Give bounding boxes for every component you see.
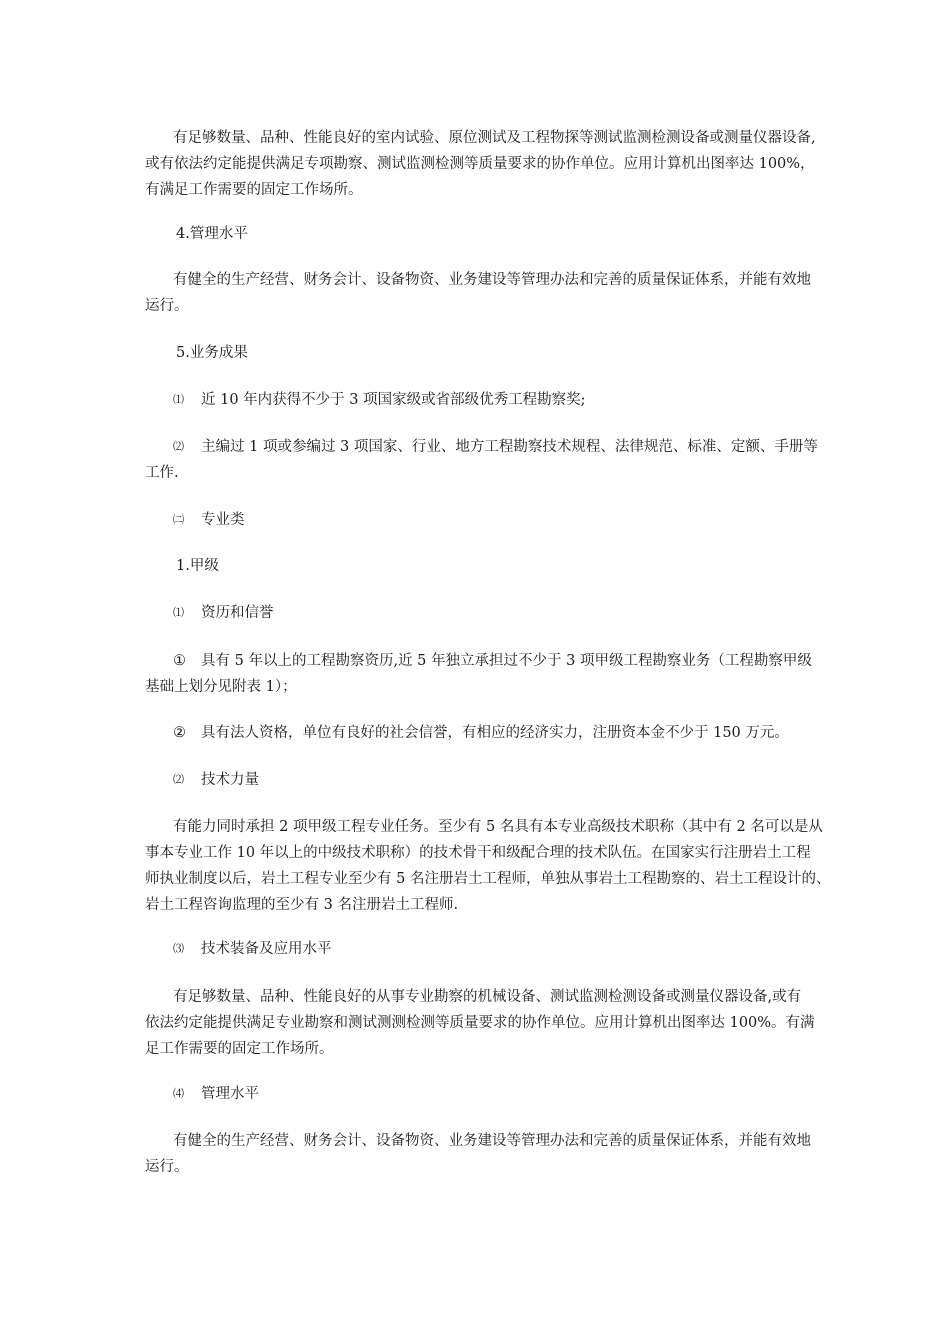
list-item-1 <box>145 387 815 413</box>
item-number: ⑴ <box>173 393 184 406</box>
item-number: ⑶ <box>173 942 184 955</box>
item-text: 具有法人资格，单位有良好的社会信誉，有相应的经济实力，注册资本金不少于 150 万元。 <box>201 725 789 741</box>
text-line: 有能力同时承担 2 项甲级工程专业任务。至少有 5 名具有本专业高级技术职称（其中有 2 名可以是从 <box>173 819 823 835</box>
paragraph-equipment-2 <box>145 984 815 1062</box>
subsection-qualifications <box>145 600 815 626</box>
item-continuation: 工作. <box>145 465 179 481</box>
text-line: 运行。 <box>145 298 189 314</box>
paragraph-management-1 <box>145 267 815 319</box>
item-text: 近 10 年内获得不少于 3 项国家级或省部级优秀工程勘察奖; <box>201 392 586 408</box>
paragraph-management-2 <box>145 1128 815 1180</box>
circled-number: ① <box>173 653 186 669</box>
text-line: 运行。 <box>145 1159 189 1175</box>
paragraph-equipment-1 <box>145 125 815 203</box>
item-number: ⑷ <box>173 1087 184 1100</box>
text-line: 有健全的生产经营、财务会计、设备物资、业务建设等管理办法和完善的质量保证体系，并能有效地 <box>173 1133 811 1149</box>
text-line: 事本专业工作 10 年以上的中级技术职称）的技术骨干和级配合理的技术队伍。在国家实行注册岩土工程 <box>145 845 811 861</box>
section-professional <box>145 507 815 533</box>
item-number: ⑵ <box>173 773 184 786</box>
text-line: 依法约定能提供满足专业勘察和测试测测检测等质量要求的协作单位。应用计算机出图率达 100%。有满 <box>145 1015 815 1031</box>
subsection-management <box>145 1081 815 1107</box>
item-text: 管理水平 <box>201 1086 259 1102</box>
section-title: 专业类 <box>201 512 245 528</box>
list-item-2 <box>145 434 818 486</box>
text-line: 有满足工作需要的固定工作场所。 <box>145 182 363 198</box>
paragraph-technical-strength <box>145 814 831 918</box>
heading-text: 1.甲级 <box>176 558 219 574</box>
circled-item-1 <box>145 648 815 700</box>
item-text: 技术力量 <box>201 772 259 788</box>
text-line: 师执业制度以后，岩土工程专业至少有 5 名注册岩土工程师，单独从事岩土工程勘察的、岩土工程设计的、 <box>145 871 831 887</box>
heading-management-level <box>145 221 815 247</box>
item-number: ⑵ <box>173 440 184 453</box>
text-line: 足工作需要的固定工作场所。 <box>145 1041 334 1057</box>
text-line: 有足够数量、品种、性能良好的室内试验、原位测试及工程物探等测试监测检测设备或测量仪器设备, <box>173 130 816 146</box>
heading-text: 4.管理水平 <box>176 226 248 242</box>
heading-text: 5.业务成果 <box>176 345 248 361</box>
text-line: 有足够数量、品种、性能良好的从事专业勘察的机械设备、测试监测检测设备或测量仪器设备,或有 <box>173 989 802 1005</box>
section-number: ㈡ <box>173 513 184 526</box>
subsection-technical-strength <box>145 767 815 793</box>
heading-business-results <box>145 340 815 366</box>
item-text: 资历和信誉 <box>201 605 274 621</box>
item-text: 具有 5 年以上的工程勘察资历,近 5 年独立承担过不少于 3 项甲级工程勘察业务（工程勘察甲级 <box>201 653 812 669</box>
text-line: 岩土工程咨询监理的至少有 3 名注册岩土工程师. <box>145 897 459 913</box>
subsection-equipment <box>145 936 815 962</box>
text-line: 有健全的生产经营、财务会计、设备物资、业务建设等管理办法和完善的质量保证体系，并能有效地 <box>173 272 811 288</box>
item-continuation: 基础上划分见附表 1）； <box>145 679 297 695</box>
heading-grade-a <box>145 553 815 579</box>
circled-number: ② <box>173 725 186 741</box>
item-text: 技术装备及应用水平 <box>201 941 332 957</box>
circled-item-2 <box>145 720 815 746</box>
text-line: 或有依法约定能提供满足专项勘察、测试监测检测等质量要求的协作单位。应用计算机出图率达 100%， <box>145 156 815 172</box>
item-text: 主编过 1 项或参编过 3 项国家、行业、地方工程勘察技术规程、法律规范、标准、定额、手册等 <box>201 439 818 455</box>
item-number: ⑴ <box>173 606 184 619</box>
